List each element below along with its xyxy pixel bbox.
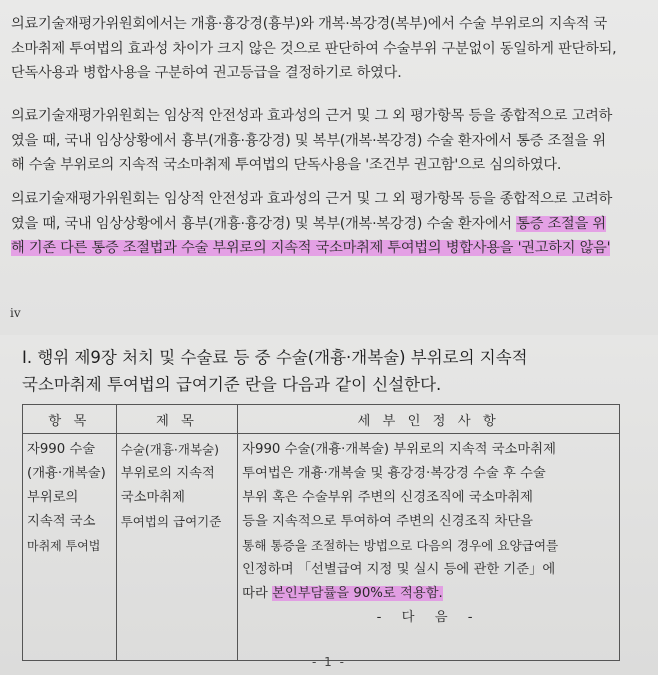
table-row xyxy=(23,434,620,661)
highlighted-text: 통증 조절을 위 xyxy=(516,215,606,232)
item-cell xyxy=(23,434,117,661)
item-line: 자990 수술 xyxy=(27,442,96,457)
details-closing: - 다 음 - xyxy=(376,610,481,625)
header-details: 세 부 인 정 사 항 xyxy=(238,405,620,434)
paragraph-3-line-2 xyxy=(11,212,649,237)
paragraph-1-line-3: 단독사용과 병합사용을 구분하여 권고등급을 결정하기로 하였다. xyxy=(11,65,402,81)
paragraph-3-line-1: 의료기술재평가위원회는 임상적 안전성과 효과성의 근거 및 그 외 평가항목 등을 종합적으로 고려하 xyxy=(11,191,613,207)
paragraph-3 xyxy=(11,187,649,261)
benefit-criteria-table xyxy=(22,404,620,661)
paragraph-3-line-3 xyxy=(11,236,649,261)
details-line: 인정하며 「선별급여 지정 및 실시 등에 관한 기준」에 xyxy=(242,562,556,577)
details-cell xyxy=(238,434,620,661)
item-line: 마취제 투여법 xyxy=(27,539,101,553)
title-line: 국소마취제 xyxy=(120,490,185,505)
highlighted-text: 해 기존 다른 통증 조절법과 수술 부위로의 지속적 국소마취제 투여법의 병합사용을 '권고하지 않음' xyxy=(11,240,611,256)
details-line: 자990 수술(개흉·개복술) 부위로의 지속적 국소마취제 xyxy=(242,442,556,457)
section-heading-line-1: Ⅰ. 행위 제9장 처치 및 수술료 등 중 수술(개흉·개복술) 부위로의 지속적 xyxy=(22,348,528,367)
details-line: 투여법은 개흉·개복술 및 흉강경·복강경 수술 후 수술 xyxy=(242,466,546,481)
title-line: 수술(개흉·개복술) xyxy=(120,442,219,457)
details-line: 부위 혹은 수술부위 주변의 신경조직에 국소마취제 xyxy=(242,490,534,505)
title-cell xyxy=(116,434,237,661)
page-number: - 1 - xyxy=(312,655,346,669)
item-line: 지속적 국소 xyxy=(27,514,96,529)
paragraph-2-line-2: 였을 때, 국내 임상상황에서 흉부(개흉·흉강경) 및 복부(개복·복강경) 수술 환자에서 통증 조절을 위 xyxy=(11,132,606,149)
paragraph-2-line-3: 해 수술 부위로의 지속적 국소마취제 투여법의 단독사용을 '조건부 권고함'으로 심의하였다. xyxy=(11,157,562,173)
details-line: 등을 지속적으로 투여하여 주변의 신경조직 차단을 xyxy=(242,514,534,529)
title-line: 투여법의 급여기준 xyxy=(120,514,222,529)
table-header-row xyxy=(23,405,620,434)
details-last-line xyxy=(242,582,615,606)
paragraph-3-line-2-text: 였을 때, 국내 임상상황에서 흉부(개흉·흉강경) 및 복부(개복·복강경) 수술 환자에서 xyxy=(11,215,517,232)
details-last-line-text: 따라 xyxy=(242,586,273,601)
paragraph-2 xyxy=(11,104,649,178)
roman-page-number: iv xyxy=(10,306,21,320)
item-line: 부위로의 xyxy=(27,490,79,505)
title-line: 부위로의 지속적 xyxy=(120,466,215,481)
paragraph-1 xyxy=(11,12,649,86)
paragraph-1-line-1: 의료기술재평가위원회에서는 개흉·흉강경(흉부)와 개복·복강경(복부)에서 수술 부위로의 지속적 국 xyxy=(11,16,608,32)
header-item: 항 목 xyxy=(23,405,117,434)
paragraph-1-line-2: 소마취제 투여법의 효과성 차이가 크지 않은 것으로 판단하여 수술부위 구분없이 동일하게 판단하되, xyxy=(11,40,617,57)
section-heading-line-2: 국소마취제 투여법의 급여기준 란을 다음과 같이 신설한다. xyxy=(22,375,442,394)
details-line: 통해 통증을 조절하는 방법으로 다음의 경우에 요양급여를 xyxy=(242,538,559,553)
section-heading xyxy=(22,344,642,398)
highlighted-text: 본인부담률을 90%로 적용함. xyxy=(272,586,443,601)
paragraph-2-line-1: 의료기술재평가위원회는 임상적 안전성과 효과성의 근거 및 그 외 평가항목 등을 종합적으로 고려하 xyxy=(11,108,613,124)
header-title: 제 목 xyxy=(116,405,237,434)
item-line: (개흉·개복술) xyxy=(27,466,106,481)
